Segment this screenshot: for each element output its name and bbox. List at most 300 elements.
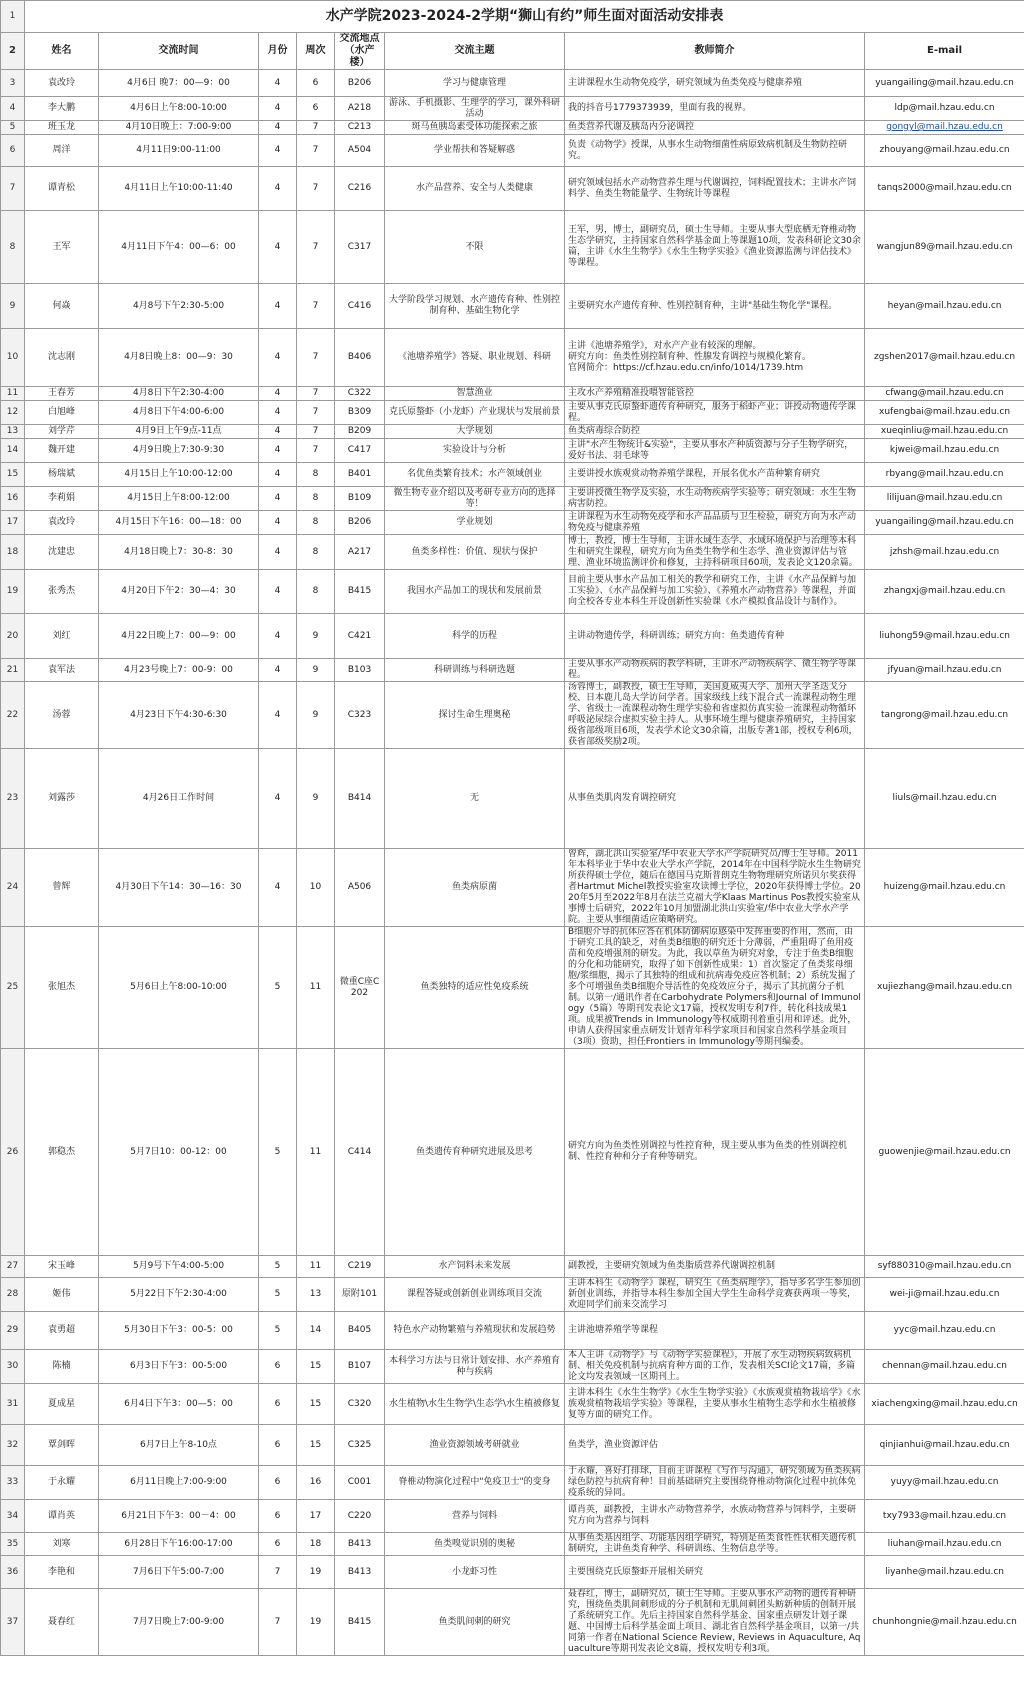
place-cell[interactable]: B415 — [335, 1589, 385, 1656]
email-cell[interactable]: txy7933@mail.hzau.edu.cn — [865, 1500, 1024, 1533]
intro-cell[interactable]: 主讲"水产生物统计&实验"，主要从事水产种质资源与分子生物学研究，爱好书法、羽毛球等 — [565, 439, 865, 463]
topic-cell[interactable]: 鱼类独特的适应性免疫系统 — [385, 927, 565, 1049]
intro-cell[interactable]: 主讲池塘养殖学等课程 — [565, 1312, 865, 1350]
place-cell[interactable]: C320 — [335, 1384, 385, 1425]
week-cell[interactable]: 7 — [297, 284, 335, 329]
teacher-name-cell[interactable]: 陈楠 — [25, 1350, 99, 1384]
place-cell[interactable]: C414 — [335, 1049, 385, 1256]
place-cell[interactable]: B413 — [335, 1533, 385, 1556]
header-place: 交流地点 （水产楼） — [335, 33, 385, 70]
intro-cell[interactable]: 鱼类营养代谢及胰岛内分泌调控 — [565, 121, 865, 135]
email-cell[interactable]: yuangailing@mail.hzau.edu.cn — [865, 511, 1024, 535]
week-cell[interactable]: 7 — [297, 401, 335, 425]
topic-cell[interactable]: 克氏原螯虾（小龙虾）产业现状与发展前景 — [385, 401, 565, 425]
month-cell[interactable]: 7 — [259, 1556, 297, 1589]
week-cell[interactable]: 7 — [297, 167, 335, 211]
teacher-name-cell[interactable]: 袁军法 — [25, 659, 99, 682]
teacher-name-cell[interactable]: 郭稳杰 — [25, 1049, 99, 1256]
topic-cell[interactable]: 鱼类嗅觉识别的奥秘 — [385, 1533, 565, 1556]
teacher-name-cell[interactable]: 袁勇超 — [25, 1312, 99, 1350]
table-row — [1, 682, 1024, 749]
week-cell[interactable]: 9 — [297, 614, 335, 659]
intro-cell[interactable]: 主要从事水产动物疾病的教学科研，主讲水产动物疾病学、微生物学等课程。 — [565, 659, 865, 682]
time-cell[interactable]: 4月8日下午2:30-4:00 — [99, 387, 259, 401]
week-cell[interactable]: 7 — [297, 329, 335, 387]
week-cell[interactable]: 7 — [297, 135, 335, 167]
month-cell[interactable]: 4 — [259, 97, 297, 121]
place-cell[interactable]: C001 — [335, 1466, 385, 1500]
topic-cell[interactable]: 微生物专业介绍以及考研专业方向的选择等！ — [385, 487, 565, 511]
time-cell[interactable]: 4月9日上午9点-11点 — [99, 425, 259, 439]
place-cell[interactable]: A218 — [335, 97, 385, 121]
teacher-name-cell[interactable]: 杨瑞斌 — [25, 463, 99, 487]
place-cell[interactable]: C213 — [335, 121, 385, 135]
email-cell[interactable]: zgshen2017@mail.hzau.edu.cn — [865, 329, 1024, 387]
time-cell[interactable]: 4月6日 晚7：00—9：00 — [99, 70, 259, 97]
table-row — [1, 1500, 1024, 1533]
time-cell[interactable]: 4月15日上午10:00-12:00 — [99, 463, 259, 487]
topic-cell[interactable]: 学业规划 — [385, 511, 565, 535]
place-cell[interactable]: C219 — [335, 1256, 385, 1278]
topic-cell[interactable]: 游泳、手机摄影、生理学的学习，课外科研活动 — [385, 97, 565, 121]
intro-cell[interactable]: 主要围绕克氏原螯虾开展相关研究 — [565, 1556, 865, 1589]
week-cell[interactable]: 10 — [297, 849, 335, 927]
week-cell[interactable]: 9 — [297, 749, 335, 849]
intro-cell[interactable]: 主要讲授微生物学及实验，水生动物疾病学实验等；研究领域：水生生物病害防控。 — [565, 487, 865, 511]
topic-cell[interactable]: 鱼类遗传育种研究进展及思考 — [385, 1049, 565, 1256]
table-row — [1, 284, 1024, 329]
place-cell[interactable]: A504 — [335, 135, 385, 167]
teacher-name-cell[interactable]: 何焱 — [25, 284, 99, 329]
month-cell[interactable]: 5 — [259, 1256, 297, 1278]
time-cell[interactable]: 4月8号下午2:30-5:00 — [99, 284, 259, 329]
intro-cell[interactable]: 主要研究水产遗传育种、性别控制育种，主讲"基础生物化学"课程。 — [565, 284, 865, 329]
topic-cell[interactable]: 大学阶段学习规划、水产遗传育种、性别控制育种、基础生物化学 — [385, 284, 565, 329]
teacher-name-cell[interactable]: 覃剑晖 — [25, 1425, 99, 1466]
intro-cell[interactable]: 鱼类学，渔业资源评估 — [565, 1425, 865, 1466]
month-cell[interactable]: 5 — [259, 1312, 297, 1350]
time-cell[interactable]: 4月6日上午8:00-10:00 — [99, 97, 259, 121]
row-number: 32 — [1, 1425, 25, 1466]
month-cell[interactable]: 4 — [259, 749, 297, 849]
week-cell[interactable]: 8 — [297, 570, 335, 614]
intro-cell[interactable]: 博士，教授，博士生导师，主讲水域生态学、水域环境保护与治理等本科生和研究生课程，研究方向为鱼类生物学和生态学、渔业资源评估与管理、渔业环境监测评价和修复，主持科研项目60项，发表论文120余篇。 — [565, 535, 865, 570]
topic-cell[interactable]: 鱼类多样性：价值、现状与保护 — [385, 535, 565, 570]
week-cell[interactable]: 8 — [297, 535, 335, 570]
week-cell[interactable]: 19 — [297, 1556, 335, 1589]
time-cell[interactable]: 5月22日下午2:30-4:00 — [99, 1278, 259, 1312]
intro-cell[interactable]: 从事鱼类基因组学、功能基因组学研究，特别是鱼类食性性状相关遗传机制研究，主讲鱼类育种学、科研训练、生物信息学等。 — [565, 1533, 865, 1556]
sheet-title: 水产学院2023-2024-2学期“狮山有约”师生面对面活动安排表 — [25, 1, 1024, 33]
topic-cell[interactable]: 我国水产品加工的现状和发展前景 — [385, 570, 565, 614]
month-cell[interactable]: 4 — [259, 682, 297, 749]
month-cell[interactable]: 6 — [259, 1425, 297, 1466]
email-cell[interactable]: kjwei@mail.hzau.edu.cn — [865, 439, 1024, 463]
topic-cell[interactable]: 小龙虾习性 — [385, 1556, 565, 1589]
month-cell[interactable]: 4 — [259, 511, 297, 535]
intro-cell[interactable]: 我的抖音号1779373939，里面有我的视界。 — [565, 97, 865, 121]
time-cell[interactable]: 5月6日上午8:00-10:00 — [99, 927, 259, 1049]
teacher-name-cell[interactable]: 李莉娟 — [25, 487, 99, 511]
topic-cell[interactable]: 《池塘养殖学》答疑、职业规划、科研 — [385, 329, 565, 387]
email-cell[interactable]: heyan@mail.hzau.edu.cn — [865, 284, 1024, 329]
intro-cell[interactable]: 聂春红，博士，副研究员，硕士生导师。主要从事水产动物的遗传育种研究，围绕鱼类肌间刺形成的分子机制和无肌间刺团头鲂新种质的创制开展了系统研究工作。先后主持国家自然科学基金、国家重点研发计划子课题、中国博士后科学基金面上项目、湖北省自然科学基金项目，以第一/共同第一作者在National Science Review, Reviews in Aquaculture, Aquaculture等期刊发表论文8篇，授权发明专利3项。 — [565, 1589, 865, 1656]
time-cell[interactable]: 4月8日下午4:00-6:00 — [99, 401, 259, 425]
time-cell[interactable]: 4月22日晚上7：00—9：00 — [99, 614, 259, 659]
time-cell[interactable]: 4月11日上午10:00-11:40 — [99, 167, 259, 211]
teacher-name-cell[interactable]: 沈志刚 — [25, 329, 99, 387]
month-cell[interactable]: 5 — [259, 1278, 297, 1312]
email-cell[interactable]: cfwang@mail.hzau.edu.cn — [865, 387, 1024, 401]
title-row — [1, 1, 1024, 33]
intro-cell[interactable]: 主攻水产养殖精准投喂智能管控 — [565, 387, 865, 401]
place-cell[interactable]: B206 — [335, 70, 385, 97]
place-cell[interactable]: B209 — [335, 425, 385, 439]
time-cell[interactable]: 4月18日晚上7：30-8：30 — [99, 535, 259, 570]
month-cell[interactable]: 4 — [259, 439, 297, 463]
teacher-name-cell[interactable]: 夏成星 — [25, 1384, 99, 1425]
row-number: 1 — [1, 1, 25, 33]
row-number: 33 — [1, 1466, 25, 1500]
intro-cell[interactable]: 研究方向为鱼类性别调控与性控育种，现主要从事为鱼类的性别调控机制、性控育种和分子育种等研究。 — [565, 1049, 865, 1256]
time-cell[interactable]: 5月9号下午4:00-5:00 — [99, 1256, 259, 1278]
place-cell[interactable]: C322 — [335, 387, 385, 401]
month-cell[interactable]: 4 — [259, 211, 297, 284]
email-cell[interactable]: wangjun89@mail.hzau.edu.cn — [865, 211, 1024, 284]
teacher-name-cell[interactable]: 张秀杰 — [25, 570, 99, 614]
week-cell[interactable]: 11 — [297, 1049, 335, 1256]
week-cell[interactable]: 9 — [297, 682, 335, 749]
email-cell[interactable]: guowenjie@mail.hzau.edu.cn — [865, 1049, 1024, 1256]
topic-cell[interactable]: 特色水产动物繁殖与养殖现状和发展趋势 — [385, 1312, 565, 1350]
month-cell[interactable]: 4 — [259, 401, 297, 425]
month-cell[interactable]: 4 — [259, 425, 297, 439]
month-cell[interactable]: 4 — [259, 387, 297, 401]
table-row — [1, 401, 1024, 425]
intro-cell[interactable]: 王军，男，博士，副研究员，硕士生导师。主要从事大型底栖无脊椎动物生态学研究，主持国家自然科学基金面上等课题10项，发表科研论文30余篇，主讲《水生生物学》《水生生物学实验》《渔业资源监测与评估技术》等课程。 — [565, 211, 865, 284]
topic-cell[interactable]: 智慧渔业 — [385, 387, 565, 401]
month-cell[interactable]: 4 — [259, 284, 297, 329]
intro-cell[interactable]: 主讲《池塘养殖学》，对水产产业有较深的理解。 研究方向：鱼类性别控制育种、性腺发育调控与规模化繁育。 官网简介：https://cf.hzau.edu.cn/info/1014/1739.htm — [565, 329, 865, 387]
week-cell[interactable]: 7 — [297, 387, 335, 401]
week-cell[interactable]: 15 — [297, 1425, 335, 1466]
place-cell[interactable]: C421 — [335, 614, 385, 659]
time-cell[interactable]: 6月7日上午8-10点 — [99, 1425, 259, 1466]
time-cell[interactable]: 4月11日下午4：00—6：00 — [99, 211, 259, 284]
table-row — [1, 1425, 1024, 1466]
time-cell[interactable]: 4月15日下午16：00—18：00 — [99, 511, 259, 535]
teacher-name-cell[interactable]: 袁改玲 — [25, 70, 99, 97]
email-cell[interactable]: chennan@mail.hzau.edu.cn — [865, 1350, 1024, 1384]
teacher-name-cell[interactable]: 刘露莎 — [25, 749, 99, 849]
teacher-name-cell[interactable]: 谭肖英 — [25, 1500, 99, 1533]
intro-cell[interactable]: 汤蓉博士，副教授，硕士生导师，美国夏威夷大学、加州大学圣迭戈分校、日本鹿儿岛大学访问学者。国家级线上线下混合式一流课程动物生理学、省级士一流课程动物生理学实验和省虚拟仿真实验一流课程动物循环呼吸泌尿综合虚拟实验主持人。从事环境生理与健康养殖研究，主持国家级省部级项目6项，发表学术论文30余篇，出版专著1部，授权专利6项，获省部级奖励2项。 — [565, 682, 865, 749]
email-cell[interactable]: liyanhe@mail.hzau.edu.cn — [865, 1556, 1024, 1589]
topic-cell[interactable]: 学习与健康管理 — [385, 70, 565, 97]
intro-cell[interactable]: 目前主要从事水产品加工相关的教学和研究工作，主讲《水产品保鲜与加工实验》、《水产品保鲜与加工实验》、《养殖水产动物营养》等课程，并面向全校各专业本科生开设创新性实验课《水产模拟食品设计与制作》。 — [565, 570, 865, 614]
intro-cell[interactable]: 从事鱼类肌肉发育调控研究 — [565, 749, 865, 849]
week-cell[interactable]: 8 — [297, 511, 335, 535]
month-cell[interactable]: 6 — [259, 1533, 297, 1556]
time-cell[interactable]: 7月6日下午5:00-7:00 — [99, 1556, 259, 1589]
teacher-name-cell[interactable]: 魏开建 — [25, 439, 99, 463]
place-cell[interactable]: B109 — [335, 487, 385, 511]
intro-cell[interactable]: 主讲课程水生动物免疫学，研究领域为鱼类免疫与健康养殖 — [565, 70, 865, 97]
week-cell[interactable]: 15 — [297, 1350, 335, 1384]
week-cell[interactable]: 7 — [297, 211, 335, 284]
intro-cell[interactable]: 主讲课程为水生动物免疫学和水产品品质与卫生检验，研究方向为水产动物免疫与健康养殖 — [565, 511, 865, 535]
week-cell[interactable]: 11 — [297, 1256, 335, 1278]
teacher-name-cell[interactable]: 王军 — [25, 211, 99, 284]
email-cell[interactable]: wei-ji@mail.hzau.edu.cn — [865, 1278, 1024, 1312]
place-cell[interactable]: B405 — [335, 1312, 385, 1350]
week-cell[interactable]: 7 — [297, 121, 335, 135]
topic-cell[interactable]: 科研训练与科研选题 — [385, 659, 565, 682]
email-cell[interactable]: liuhong59@mail.hzau.edu.cn — [865, 614, 1024, 659]
email-cell[interactable]: zhangxj@mail.hzau.edu.cn — [865, 570, 1024, 614]
intro-cell[interactable]: 主讲本科生《水生生物学》《水生生物学实验》《水族观赏植物栽培学》《水族观赏植物栽培学实验》等课程，主要从事水生植物生态学和水生植被修复等方面的研究工作。 — [565, 1384, 865, 1425]
topic-cell[interactable]: 水产饲料未来发展 — [385, 1256, 565, 1278]
intro-cell[interactable]: 谭肖英，副教授，主讲水产动物营养学，水族动物营养与饲料学，主要研究方向为营养与饲料 — [565, 1500, 865, 1533]
week-cell[interactable]: 9 — [297, 659, 335, 682]
email-cell[interactable]: ldp@mail.hzau.edu.cn — [865, 97, 1024, 121]
email-cell[interactable]: huizeng@mail.hzau.edu.cn — [865, 849, 1024, 927]
topic-cell[interactable]: 脊椎动物演化过程中"免疫卫士"的变身 — [385, 1466, 565, 1500]
row-number: 3 — [1, 70, 25, 97]
place-cell[interactable]: B415 — [335, 570, 385, 614]
topic-cell[interactable]: 营养与饲料 — [385, 1500, 565, 1533]
time-cell[interactable]: 4月15日上午8:00-12:00 — [99, 487, 259, 511]
teacher-name-cell[interactable]: 谭青松 — [25, 167, 99, 211]
email-cell[interactable]: yuangailing@mail.hzau.edu.cn — [865, 70, 1024, 97]
email-cell[interactable]: xujiezhang@mail.hzau.edu.cn — [865, 927, 1024, 1049]
intro-cell[interactable]: B细胞介导的抗体应答在机体防御病原感染中发挥重要的作用，然而，由于研究工具的缺乏，对鱼类B细胞的研究还十分薄弱，严重阻碍了鱼用疫苗和免疫增强剂的研发。为此，我以草鱼为研究对象，专注于鱼类B细胞的分化和功能研究，取得了如下创新性成果：1）首次鉴定了鱼类浆母细胞/浆细胞，揭示了其独特的组成和抗病毒免疫应答机制；2）系统发掘了多个可增强鱼类B细胞介导活性的免疫效应分子，揭示了其抗菌分子机制。以第一/通讯作者在Carbohydrate Polymers和Journal of Immunology（5篇）等期刊发表论文17篇，授权发明专利7件，转化科技成果1项。成果被Trends in Immunology等权威期刊着重引用和评述。此外，申请人获得国家重点研发计划青年科学家项目和国家自然科学基金项目（3项）资助，担任Frontiers in Immunology等期刊编委。 — [565, 927, 865, 1049]
time-cell[interactable]: 4月30日下午14：30—16：30 — [99, 849, 259, 927]
teacher-name-cell[interactable]: 周洋 — [25, 135, 99, 167]
topic-cell[interactable]: 探讨生命生理奥秘 — [385, 682, 565, 749]
month-cell[interactable]: 4 — [259, 849, 297, 927]
month-cell[interactable]: 6 — [259, 1500, 297, 1533]
month-cell[interactable]: 4 — [259, 70, 297, 97]
time-cell[interactable]: 4月9日晚上7:30-9:30 — [99, 439, 259, 463]
topic-cell[interactable]: 渔业资源领域考研就业 — [385, 1425, 565, 1466]
row-number: 22 — [1, 682, 25, 749]
week-cell[interactable]: 7 — [297, 425, 335, 439]
month-cell[interactable]: 4 — [259, 135, 297, 167]
email-cell[interactable]: tangrong@mail.hzau.edu.cn — [865, 682, 1024, 749]
week-cell[interactable]: 14 — [297, 1312, 335, 1350]
teacher-name-cell[interactable]: 刘学芹 — [25, 425, 99, 439]
place-cell[interactable]: C216 — [335, 167, 385, 211]
email-cell[interactable]: jzhsh@mail.hzau.edu.cn — [865, 535, 1024, 570]
topic-cell[interactable]: 不限 — [385, 211, 565, 284]
month-cell[interactable]: 4 — [259, 121, 297, 135]
intro-cell[interactable]: 主讲动物遗传学，科研训练；研究方向：鱼类遗传育种 — [565, 614, 865, 659]
teacher-name-cell[interactable]: 李艳和 — [25, 1556, 99, 1589]
intro-cell[interactable]: 本人主讲《动物学》与《动物学实验课程》，开展了水生动物疾病致病机制、相关免疫机制与抗病育种方面的工作，发表相关SCI论文17篇，多篇论文均发表领域一区期刊上。 — [565, 1350, 865, 1384]
week-cell[interactable]: 18 — [297, 1533, 335, 1556]
topic-cell[interactable]: 名优鱼类繁育技术；水产领域创业 — [385, 463, 565, 487]
teacher-name-cell[interactable]: 刘红 — [25, 614, 99, 659]
teacher-name-cell[interactable]: 曾辉 — [25, 849, 99, 927]
week-cell[interactable]: 6 — [297, 97, 335, 121]
week-cell[interactable]: 19 — [297, 1589, 335, 1656]
teacher-name-cell[interactable]: 宋玉峰 — [25, 1256, 99, 1278]
teacher-name-cell[interactable]: 刘寒 — [25, 1533, 99, 1556]
topic-cell[interactable]: 大学规划 — [385, 425, 565, 439]
week-cell[interactable]: 16 — [297, 1466, 335, 1500]
month-cell[interactable]: 4 — [259, 463, 297, 487]
place-cell[interactable]: B413 — [335, 1556, 385, 1589]
teacher-name-cell[interactable]: 袁改玲 — [25, 511, 99, 535]
intro-cell[interactable]: 曾辉，湖北洪山实验室/华中农业大学水产学院研究员/博士生导师。2011年本科毕业于华中农业大学水产学院，2014年在中国科学院水生生物研究所获得硕士学位，随后在德国马克斯普朗克生物物理研究所诺贝尔奖获得者Hartmut Michel教授实验室攻读博士学位，2020年获得博士学位。2020年5月至2022年8月在法兰克福大学Klaas Martinus Pos教授实验室从事博士后研究，2022年10月加盟湖北洪山实验室/华中农业大学水产学院。主要从事细菌适应策略研究。 — [565, 849, 865, 927]
topic-cell[interactable]: 实验设计与分析 — [385, 439, 565, 463]
place-cell[interactable]: C416 — [335, 284, 385, 329]
teacher-name-cell[interactable]: 汤蓉 — [25, 682, 99, 749]
week-cell[interactable]: 15 — [297, 1384, 335, 1425]
topic-cell[interactable]: 本科学习方法与日常计划安排、水产养殖育种与疾病 — [385, 1350, 565, 1384]
time-cell[interactable]: 5月7日10：00-12：00 — [99, 1049, 259, 1256]
email-cell[interactable]: lilijuan@mail.hzau.edu.cn — [865, 487, 1024, 511]
month-cell[interactable]: 6 — [259, 1384, 297, 1425]
month-cell[interactable]: 4 — [259, 167, 297, 211]
teacher-name-cell[interactable]: 聂春红 — [25, 1589, 99, 1656]
place-cell[interactable]: B103 — [335, 659, 385, 682]
month-cell[interactable]: 5 — [259, 1049, 297, 1256]
email-cell[interactable]: gongyl@mail.hzau.edu.cn — [865, 121, 1024, 135]
teacher-name-cell[interactable]: 班玉龙 — [25, 121, 99, 135]
intro-cell[interactable]: 于永耀，喜好打排球，目前主讲课程《写作与沟通》，研究领域为鱼类疾病绿色防控与抗病育种！目前基础研究主要围绕脊椎动物演化过程中抗体免疫系统的异同。 — [565, 1466, 865, 1500]
place-cell[interactable]: B309 — [335, 401, 385, 425]
month-cell[interactable]: 4 — [259, 659, 297, 682]
email-cell[interactable]: yyc@mail.hzau.edu.cn — [865, 1312, 1024, 1350]
place-cell[interactable]: C317 — [335, 211, 385, 284]
topic-cell[interactable]: 水生植物\水生生物学\生态学\水生植被修复 — [385, 1384, 565, 1425]
time-cell[interactable]: 4月20日下午2：30—4：30 — [99, 570, 259, 614]
table-row — [1, 1278, 1024, 1312]
email-cell[interactable]: zhouyang@mail.hzau.edu.cn — [865, 135, 1024, 167]
week-cell[interactable]: 6 — [297, 70, 335, 97]
month-cell[interactable]: 4 — [259, 487, 297, 511]
email-cell[interactable]: qinjianhui@mail.hzau.edu.cn — [865, 1425, 1024, 1466]
time-cell[interactable]: 4月10日晚上：7:00-9:00 — [99, 121, 259, 135]
teacher-name-cell[interactable]: 张旭杰 — [25, 927, 99, 1049]
place-cell[interactable]: C325 — [335, 1425, 385, 1466]
intro-cell[interactable]: 研究领域包括水产动物营养生理与代谢调控，饲料配置技术；主讲水产饲料学、鱼类生物能量学、生物统计等课程 — [565, 167, 865, 211]
email-cell[interactable]: chunhongnie@mail.hzau.edu.cn — [865, 1589, 1024, 1656]
place-cell[interactable]: B406 — [335, 329, 385, 387]
teacher-name-cell[interactable]: 沈建忠 — [25, 535, 99, 570]
topic-cell[interactable]: 无 — [385, 749, 565, 849]
intro-cell[interactable]: 鱼类病毒综合防控 — [565, 425, 865, 439]
place-cell[interactable]: A217 — [335, 535, 385, 570]
place-cell[interactable]: C323 — [335, 682, 385, 749]
email-cell[interactable]: jfyuan@mail.hzau.edu.cn — [865, 659, 1024, 682]
place-cell[interactable]: 原附101 — [335, 1278, 385, 1312]
place-cell[interactable]: 微重C座C202 — [335, 927, 385, 1049]
week-cell[interactable]: 8 — [297, 487, 335, 511]
place-cell[interactable]: C220 — [335, 1500, 385, 1533]
teacher-name-cell[interactable]: 于永耀 — [25, 1466, 99, 1500]
time-cell[interactable]: 4月26日工作时间 — [99, 749, 259, 849]
teacher-name-cell[interactable]: 姬伟 — [25, 1278, 99, 1312]
time-cell[interactable]: 6月21日下午3：00－4：00 — [99, 1500, 259, 1533]
email-cell[interactable]: xufengbai@mail.hzau.edu.cn — [865, 401, 1024, 425]
intro-cell[interactable]: 主要讲授水族观赏动物养殖学课程，开展名优水产苗种繁育研究 — [565, 463, 865, 487]
email-cell[interactable]: rbyang@mail.hzau.edu.cn — [865, 463, 1024, 487]
month-cell[interactable]: 7 — [259, 1589, 297, 1656]
email-cell[interactable]: syf880310@mail.hzau.edu.cn — [865, 1256, 1024, 1278]
teacher-name-cell[interactable]: 王春芳 — [25, 387, 99, 401]
time-cell[interactable]: 4月11日9:00-11:00 — [99, 135, 259, 167]
week-cell[interactable]: 8 — [297, 463, 335, 487]
time-cell[interactable]: 4月23日下午4:30-6:30 — [99, 682, 259, 749]
month-cell[interactable]: 6 — [259, 1350, 297, 1384]
row-number: 29 — [1, 1312, 25, 1350]
topic-cell[interactable]: 科学的历程 — [385, 614, 565, 659]
teacher-name-cell[interactable]: 白旭峰 — [25, 401, 99, 425]
time-cell[interactable]: 6月11日晚上7:00-9:00 — [99, 1466, 259, 1500]
place-cell[interactable]: C417 — [335, 439, 385, 463]
row-number: 21 — [1, 659, 25, 682]
week-cell[interactable]: 13 — [297, 1278, 335, 1312]
time-cell[interactable]: 5月30日下午3：00-5：00 — [99, 1312, 259, 1350]
week-cell[interactable]: 7 — [297, 439, 335, 463]
row-number: 19 — [1, 570, 25, 614]
place-cell[interactable]: A506 — [335, 849, 385, 927]
place-cell[interactable]: B206 — [335, 511, 385, 535]
time-cell[interactable]: 4月8日晚上8：00—9：30 — [99, 329, 259, 387]
intro-cell[interactable]: 主要从事克氏原螯虾遗传育种研究，服务于稻虾产业；讲授动物遗传学课程。 — [565, 401, 865, 425]
time-cell[interactable]: 6月28日下午16:00-17:00 — [99, 1533, 259, 1556]
week-cell[interactable]: 11 — [297, 927, 335, 1049]
topic-cell[interactable]: 鱼类肌间刺的研究 — [385, 1589, 565, 1656]
email-cell[interactable]: xueqinliu@mail.hzau.edu.cn — [865, 425, 1024, 439]
month-cell[interactable]: 5 — [259, 927, 297, 1049]
intro-cell[interactable]: 主讲本科生《动物学》课程，研究生《鱼类病理学》，指导多名学生参加创新创业训练，并指导本科生参加全国大学生生命科学竞赛获两项一等奖，欢迎同学们前来交流学习 — [565, 1278, 865, 1312]
header-row — [1, 33, 1024, 70]
month-cell[interactable]: 6 — [259, 1466, 297, 1500]
email-cell[interactable]: tanqs2000@mail.hzau.edu.cn — [865, 167, 1024, 211]
time-cell[interactable]: 6月4日下午3：00—5：00 — [99, 1384, 259, 1425]
week-cell[interactable]: 17 — [297, 1500, 335, 1533]
topic-cell[interactable]: 学业帮扶和答疑解惑 — [385, 135, 565, 167]
teacher-name-cell[interactable]: 李大鹏 — [25, 97, 99, 121]
email-cell[interactable]: yuyy@mail.hzau.edu.cn — [865, 1466, 1024, 1500]
time-cell[interactable]: 4月23号晚上7：00-9：00 — [99, 659, 259, 682]
header-name: 姓名 — [25, 33, 99, 70]
topic-cell[interactable]: 水产品营养、安全与人类健康 — [385, 167, 565, 211]
place-cell[interactable]: B107 — [335, 1350, 385, 1384]
place-cell[interactable]: B401 — [335, 463, 385, 487]
email-cell[interactable]: liuhan@mail.hzau.edu.cn — [865, 1533, 1024, 1556]
row-number: 2 — [1, 33, 25, 70]
place-cell[interactable]: B414 — [335, 749, 385, 849]
email-cell[interactable]: xiachengxing@mail.hzau.edu.cn — [865, 1384, 1024, 1425]
time-cell[interactable]: 6月3日下午3：00-5:00 — [99, 1350, 259, 1384]
month-cell[interactable]: 4 — [259, 614, 297, 659]
topic-cell[interactable]: 斑马鱼胰岛素受体功能探索之旅 — [385, 121, 565, 135]
topic-cell[interactable]: 鱼类病原菌 — [385, 849, 565, 927]
intro-cell[interactable]: 负责《动物学》授课，从事水生动物细菌性病原致病机制及生物防控研究。 — [565, 135, 865, 167]
month-cell[interactable]: 4 — [259, 535, 297, 570]
month-cell[interactable]: 4 — [259, 329, 297, 387]
time-cell[interactable]: 7月7日晚上7:00-9:00 — [99, 1589, 259, 1656]
month-cell[interactable]: 4 — [259, 570, 297, 614]
intro-cell[interactable]: 副教授，主要研究领域为鱼类脂质营养代谢调控机制 — [565, 1256, 865, 1278]
topic-cell[interactable]: 课程答疑或创新创业训练项目交流 — [385, 1278, 565, 1312]
email-cell[interactable]: liuls@mail.hzau.edu.cn — [865, 749, 1024, 849]
